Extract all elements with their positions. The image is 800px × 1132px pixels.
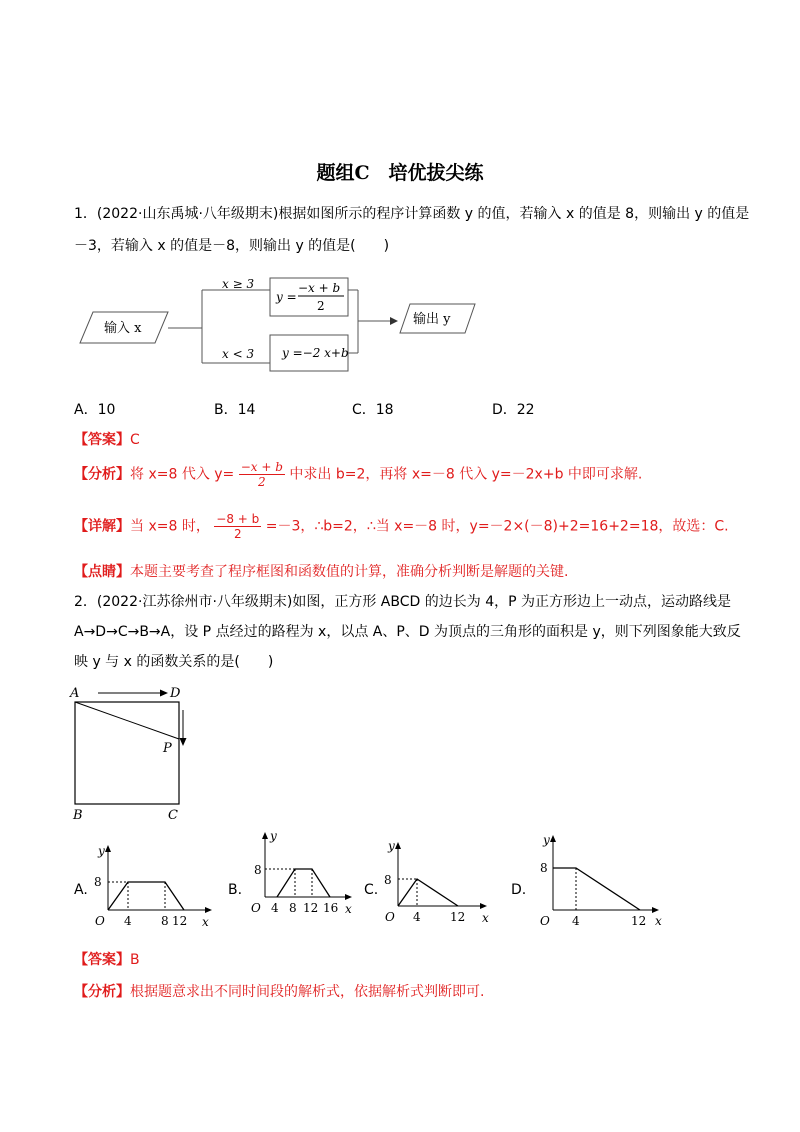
- svg-text:8: 8: [254, 863, 262, 877]
- svg-text:16: 16: [323, 901, 339, 915]
- svg-text:x: x: [345, 902, 352, 916]
- svg-text:4: 4: [124, 914, 132, 928]
- svg-text:8: 8: [289, 901, 297, 915]
- q1-analysis-pre: 将 x=8 代入 y=: [130, 466, 235, 483]
- svg-text:O: O: [251, 901, 261, 915]
- formula-top-den: 2: [317, 299, 325, 313]
- q2-line3: 映 y 与 x 的函数关系的是( ): [74, 654, 274, 670]
- svg-text:O: O: [95, 914, 105, 928]
- label-a: A: [70, 686, 80, 701]
- svg-text:y: y: [388, 839, 395, 853]
- q1-answer-value: C: [130, 432, 140, 448]
- svg-text:8: 8: [540, 861, 548, 875]
- cond-top: x ≥ 3: [222, 277, 255, 291]
- q2-analysis-tag: 【分析】: [74, 984, 130, 1000]
- q1-line1: 1．(2022·山东禹城·八年级期末)根据如图所示的程序计算函数 y 的值，若输入 x 的值是 8，则输出 y 的值是: [74, 206, 750, 222]
- svg-text:y: y: [543, 833, 550, 847]
- q1-detail-tag: 【详解】: [74, 518, 130, 535]
- q2-graph-d-label: D.: [511, 882, 527, 898]
- svg-text:8: 8: [384, 873, 392, 887]
- svg-text:8: 8: [161, 914, 169, 928]
- svg-text:x: x: [655, 914, 662, 928]
- q2-analysis: [74, 982, 484, 1002]
- q1-option-a: A．10: [74, 402, 116, 418]
- svg-text:y: y: [98, 844, 105, 858]
- q1-detail-post: =－3，∴b=2，∴当 x=－8 时，y=－2×(－8)+2=16+2=18，故选：C.: [265, 518, 729, 535]
- formula-top-lhs: y =: [276, 290, 297, 304]
- q1-detail-frac-num: −8 + b: [216, 512, 260, 526]
- q1-detail-pre: 当 x=8 时，: [130, 518, 210, 535]
- label-d: D: [170, 686, 181, 701]
- svg-text:x: x: [482, 911, 489, 925]
- q1-analysis-frac-num: −x + b: [240, 460, 283, 474]
- q1-option-d: D．22: [492, 402, 535, 418]
- q2-line1: 2．(2022·江苏徐州市·八年级期末)如图，正方形 ABCD 的边长为 4，P 为正方形边上一动点，运动路线是: [74, 594, 731, 610]
- svg-text:12: 12: [450, 910, 466, 924]
- q1-option-b: B．14: [214, 402, 256, 418]
- q2-graph-b-label: B.: [228, 882, 243, 898]
- label-c: C: [168, 808, 178, 823]
- label-b: B: [73, 808, 83, 823]
- formula-bottom: y =−2 x+b: [282, 346, 349, 360]
- q2-analysis-text: 根据题意求出不同时间段的解析式，依据解析式判断即可.: [130, 984, 485, 1000]
- q2-graph-a-label: A.: [74, 882, 88, 898]
- formula-top-num: −x + b: [298, 281, 341, 295]
- q1-note-tag: 【点睛】: [74, 564, 130, 580]
- label-p: P: [163, 741, 172, 756]
- q1-detail-frac-den: 2: [233, 527, 242, 541]
- q2-answer-tag: 【答案】: [74, 952, 130, 968]
- q1-line2: －3，若输入 x 的值是－8，则输出 y 的值是( ): [74, 238, 390, 254]
- svg-text:12: 12: [172, 914, 188, 928]
- svg-text:O: O: [540, 914, 550, 928]
- svg-text:x: x: [202, 915, 209, 929]
- q1-option-c: C．18: [352, 402, 394, 418]
- q1-answer-tag: 【答案】: [74, 432, 130, 448]
- svg-text:12: 12: [631, 914, 647, 928]
- section-title: 题组C 培优拔尖练: [316, 162, 484, 184]
- q1-analysis-post: 中求出 b=2，再将 x=－8 代入 y=－2x+b 中即可求解.: [289, 466, 643, 483]
- svg-text:8: 8: [94, 875, 102, 889]
- q2-graph-c-label: C.: [364, 882, 379, 898]
- q2-line2: A→D→C→B→A，设 P 点经过的路程为 x，以点 A、P、D 为顶点的三角形的面积是 y，则下列图象能大致反: [74, 624, 741, 640]
- q2-answer: [74, 950, 140, 970]
- svg-text:12: 12: [303, 901, 319, 915]
- q2-answer-value: B: [130, 952, 140, 968]
- svg-text:4: 4: [413, 910, 421, 924]
- input-label: 输入 x: [104, 321, 142, 336]
- svg-text:y: y: [270, 829, 277, 843]
- q1-note-text: 本题主要考查了程序框图和函数值的计算，准确分析判断是解题的关键.: [130, 564, 569, 580]
- svg-text:O: O: [385, 910, 395, 924]
- svg-text:4: 4: [572, 914, 580, 928]
- svg-text:4: 4: [271, 901, 279, 915]
- cond-bottom: x < 3: [222, 347, 255, 361]
- q1-analysis-tag: 【分析】: [74, 466, 130, 483]
- output-label: 输出 y: [413, 312, 451, 327]
- q1-analysis-frac-den: 2: [258, 475, 266, 489]
